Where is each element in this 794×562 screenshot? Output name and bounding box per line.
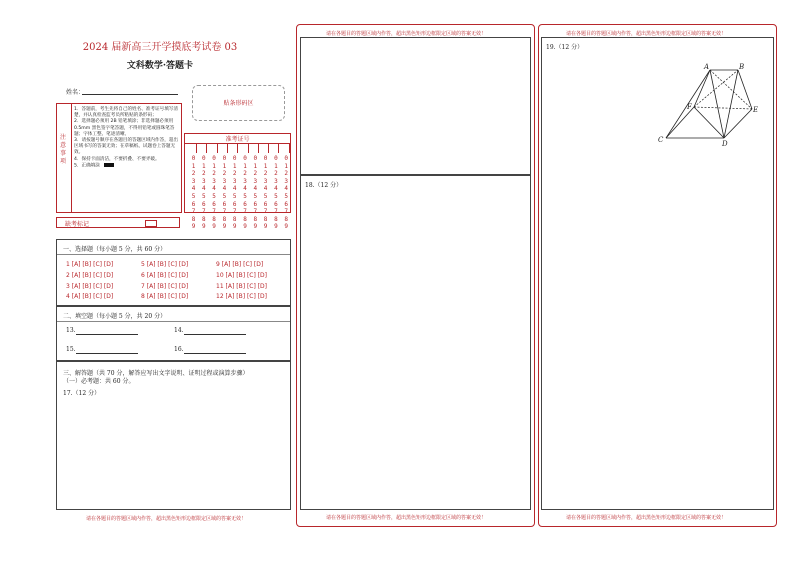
exam-number-digit-bubble[interactable]: 8: [191, 215, 196, 223]
exam-number-digit-bubble[interactable]: 6: [232, 200, 237, 208]
blank-q15-label: 15.: [66, 346, 76, 353]
exam-number-digit-bubble[interactable]: 5: [212, 192, 216, 200]
exam-number-digit-bubble[interactable]: 5: [191, 192, 196, 200]
exam-number-digit-bubble[interactable]: 2: [191, 170, 196, 178]
solution-section-title: 三、解答题（共 70 分，解答应写出文字说明、证明过程或演算步骤）: [63, 370, 249, 377]
note-item: 2．选择题必须用 2B 铅笔填涂；非选择题必须用 0.5mm 黑色签字笔答题，不得用铅笔或圆珠笔答题；字体工整、笔迹清晰。: [74, 119, 175, 137]
exam-number-digit-bubble[interactable]: 2: [243, 170, 247, 178]
question-19-label: 19.（12 分）: [546, 44, 584, 51]
exam-number-digit-column[interactable]: [261, 155, 270, 231]
exam-number-cell[interactable]: [269, 144, 279, 153]
exam-number-digit-bubble[interactable]: 0: [232, 155, 237, 162]
exam-number-digit-bubble[interactable]: 0: [274, 155, 278, 162]
notes-side-label: 注意事项: [60, 134, 67, 165]
exam-number-digit-bubble[interactable]: 2: [201, 170, 206, 178]
exam-number-box: [184, 133, 291, 231]
notes-box: [56, 103, 182, 213]
choice-row[interactable]: 1 [A] [B] [C] [D]: [66, 261, 114, 268]
exam-number-digit-bubble[interactable]: 1: [284, 162, 288, 170]
exam-number-digit-column[interactable]: [199, 155, 208, 231]
exam-number-digit-bubble[interactable]: 0: [253, 155, 258, 162]
exam-number-digit-bubble[interactable]: 1: [243, 162, 247, 170]
exam-number-cell[interactable]: [249, 144, 259, 153]
note-item: 1．答题前，考生先将自己的姓名、准考证号填写清楚，并认真检查监考员所粘贴的条形码；: [74, 107, 178, 119]
exam-number-cell[interactable]: [218, 144, 228, 153]
blank-q16-field[interactable]: [184, 353, 246, 354]
exam-number-cell[interactable]: [197, 144, 207, 153]
exam-number-digit-bubble[interactable]: 5: [232, 192, 237, 200]
exam-number-digit-bubble[interactable]: 1: [191, 162, 196, 170]
exam-number-digit-bubble[interactable]: 5: [274, 192, 278, 200]
vertex-label-e: E: [753, 106, 759, 114]
exam-number-digit-bubble[interactable]: 4: [212, 185, 216, 193]
choice-row[interactable]: 8 [A] [B] [C] [D]: [141, 293, 189, 300]
note-item: 5．正确填涂: [74, 163, 100, 169]
exam-number-digit-bubble[interactable]: 6: [243, 200, 247, 208]
exam-number-label: 准考证号: [185, 134, 290, 144]
boundary-warning: 请在各题目的答题区域内作答，超出黑色矩形边框限定区域的答案无效！: [326, 515, 487, 521]
exam-number-digit-bubble[interactable]: 5: [201, 192, 206, 200]
exam-number-digit-bubble[interactable]: 7: [274, 208, 278, 216]
choice-section-title: 一、选择题（每小题 5 分，共 60 分）: [63, 246, 167, 253]
blank-q14-field[interactable]: [184, 334, 246, 335]
exam-number-digit-bubble[interactable]: 0: [284, 155, 288, 162]
exam-number-digit-bubble[interactable]: 9: [284, 223, 288, 231]
exam-number-digit-bubble[interactable]: 2: [232, 170, 237, 178]
exam-number-digit-bubble[interactable]: 6: [201, 200, 206, 208]
exam-number-digit-bubble[interactable]: 9: [243, 223, 247, 231]
exam-number-digit-bubble[interactable]: 7: [253, 208, 258, 216]
choice-row[interactable]: 10 [A] [B] [C] [D]: [216, 272, 268, 279]
choice-row[interactable]: 11 [A] [B] [C] [D]: [216, 283, 268, 290]
exam-number-digit-bubble[interactable]: 3: [232, 177, 237, 185]
exam-number-digit-bubble[interactable]: 5: [243, 192, 247, 200]
exam-number-digit-bubble[interactable]: 9: [201, 223, 206, 231]
exam-number-digit-bubble[interactable]: 2: [253, 170, 258, 178]
fill-blank-section-title: 二、填空题（每小题 5 分，共 20 分）: [63, 313, 167, 320]
exam-number-digit-bubble[interactable]: 0: [263, 155, 268, 162]
exam-number-digit-bubble[interactable]: 8: [263, 215, 268, 223]
answer-area-q18[interactable]: [300, 175, 531, 510]
exam-number-digit-bubble[interactable]: 1: [222, 162, 227, 170]
exam-number-digit-column[interactable]: [230, 155, 239, 231]
exam-number-digit-bubble[interactable]: 2: [263, 170, 268, 178]
exam-number-digit-bubble[interactable]: 7: [232, 208, 237, 216]
exam-number-digit-bubble[interactable]: 9: [253, 223, 258, 231]
answer-area-q17-continued[interactable]: [300, 37, 531, 175]
choice-row[interactable]: 12 [A] [B] [C] [D]: [216, 293, 268, 300]
exam-number-digit-column[interactable]: [271, 155, 280, 231]
exam-number-digit-bubble[interactable]: 0: [243, 155, 247, 162]
exam-number-digit-bubble[interactable]: 7: [212, 208, 216, 216]
note-item: 3．请按题号顺序在各题目的答题区域内作答，超出区域书写的答案无效；在草稿纸、试题卷上答题无效。: [74, 138, 178, 156]
exam-number-cell[interactable]: [259, 144, 269, 153]
boundary-warning: 请在各题目的答题区域内作答，超出黑色矩形边框限定区域的答案无效！: [566, 515, 727, 521]
exam-number-digit-column[interactable]: [282, 155, 291, 231]
exam-number-digit-bubble[interactable]: 2: [284, 170, 288, 178]
blank-q13-field[interactable]: [76, 334, 138, 335]
choice-row[interactable]: 6 [A] [B] [C] [D]: [141, 272, 189, 279]
exam-number-cell[interactable]: [239, 144, 249, 153]
exam-number-digit-bubble[interactable]: 8: [284, 215, 288, 223]
choice-row[interactable]: 7 [A] [B] [C] [D]: [141, 283, 189, 290]
solution-section: [56, 361, 291, 510]
blank-q16-label: 16.: [174, 346, 184, 353]
exam-number-digit-bubble[interactable]: 2: [274, 170, 278, 178]
answer-sheet-subtitle: 文科数学·答题卡: [126, 61, 194, 71]
geometry-figure: [652, 62, 772, 152]
exam-number-digit-bubble[interactable]: 9: [274, 223, 278, 231]
exam-number-digit-bubble[interactable]: 9: [232, 223, 237, 231]
exam-number-digit-bubble[interactable]: 4: [253, 185, 258, 193]
choice-row[interactable]: 4 [A] [B] [C] [D]: [66, 293, 114, 300]
exam-number-cell[interactable]: [187, 144, 197, 153]
exam-number-digit-bubble[interactable]: 8: [201, 215, 206, 223]
exam-number-digit-bubble[interactable]: 3: [191, 177, 196, 185]
choice-row[interactable]: 3 [A] [B] [C] [D]: [66, 283, 114, 290]
absent-mark-label: 缺考标记: [65, 221, 90, 228]
blank-q14-label: 14.: [174, 327, 184, 334]
exam-number-digit-bubble[interactable]: 6: [284, 200, 288, 208]
vertex-label-c: C: [658, 136, 664, 144]
exam-number-grid[interactable]: [187, 144, 288, 154]
exam-number-digit-bubble[interactable]: 8: [212, 215, 216, 223]
exam-number-digit-bubble[interactable]: 6: [274, 200, 278, 208]
exam-number-digit-bubble[interactable]: 8: [253, 215, 258, 223]
vertex-label-f: F: [687, 103, 692, 111]
exam-number-digit-bubble[interactable]: 2: [222, 170, 227, 178]
exam-number-digit-bubble[interactable]: 0: [191, 155, 196, 162]
vertex-label-d: D: [722, 140, 728, 148]
exam-number-digit-bubble[interactable]: 4: [191, 185, 196, 193]
exam-number-digit-bubble[interactable]: 8: [222, 215, 227, 223]
boundary-warning: 请在各题目的答题区域内作答，超出黑色矩形边框限定区域的答案无效！: [86, 516, 247, 522]
exam-number-digit-bubble[interactable]: 0: [201, 155, 206, 162]
exam-number-digit-bubble[interactable]: 9: [212, 223, 216, 231]
exam-number-digit-bubble[interactable]: 9: [191, 223, 196, 231]
exam-number-digit-bubble[interactable]: 5: [263, 192, 268, 200]
name-label: 姓名：: [66, 89, 85, 96]
choice-row[interactable]: 5 [A] [B] [C] [D]: [141, 261, 189, 268]
exam-number-digit-bubble[interactable]: 4: [274, 185, 278, 193]
exam-number-digit-bubble[interactable]: 6: [263, 200, 268, 208]
vertex-label-a: A: [704, 63, 710, 71]
exam-number-digit-bubble[interactable]: 0: [222, 155, 227, 162]
exam-number-digit-bubble[interactable]: 5: [222, 192, 227, 200]
exam-number-digit-bubble[interactable]: 4: [232, 185, 237, 193]
exam-number-digit-bubble[interactable]: 8: [243, 215, 247, 223]
boundary-warning: 请在各题目的答题区域内作答，超出黑色矩形边框限定区域的答案无效！: [566, 31, 727, 37]
exam-number-digit-bubble[interactable]: 6: [253, 200, 258, 208]
exam-number-digit-column[interactable]: [241, 155, 250, 231]
choice-row[interactable]: 9 [A] [B] [C] [D]: [216, 261, 264, 268]
exam-number-digit-column[interactable]: [251, 155, 260, 231]
exam-number-digit-bubble[interactable]: 6: [212, 200, 216, 208]
exam-number-digit-bubble[interactable]: 7: [263, 208, 268, 216]
exam-number-digit-bubble[interactable]: 1: [232, 162, 237, 170]
blank-q13-label: 13.: [66, 327, 76, 334]
note-item: 4．保持卡面清洁，不要折叠、不要弄破。: [74, 156, 160, 162]
question-17-label: 17.（12 分）: [63, 390, 101, 397]
blank-q15-field[interactable]: [76, 353, 138, 354]
exam-number-digit-bubble[interactable]: 2: [212, 170, 216, 178]
exam-number-digit-bubble[interactable]: 4: [243, 185, 247, 193]
exam-number-digit-bubble[interactable]: 9: [263, 223, 268, 231]
exam-number-digit-bubble[interactable]: 4: [284, 185, 288, 193]
question-18-label: 18.（12 分）: [305, 182, 343, 189]
exam-number-digit-bubble[interactable]: 3: [284, 177, 288, 185]
exam-number-digit-bubble[interactable]: 7: [201, 208, 206, 216]
filled-bubble-example-icon: [104, 163, 114, 167]
name-field[interactable]: [82, 94, 178, 95]
exam-number-digit-bubble[interactable]: 7: [222, 208, 227, 216]
exam-number-digit-bubble[interactable]: 7: [191, 208, 196, 216]
exam-number-digit-column[interactable]: [220, 155, 229, 231]
exam-number-digit-bubble[interactable]: 4: [222, 185, 227, 193]
exam-number-digit-bubble[interactable]: 8: [274, 215, 278, 223]
exam-number-cell[interactable]: [228, 144, 238, 153]
exam-title: 2024 届新高三开学摸底考试卷 03: [82, 42, 238, 53]
exam-number-cell[interactable]: [208, 144, 218, 153]
exam-number-digit-bubble[interactable]: 9: [222, 223, 227, 231]
barcode-sticker-area: [192, 85, 285, 121]
exam-number-digit-bubble[interactable]: 6: [191, 200, 196, 208]
exam-number-digit-bubble[interactable]: 6: [222, 200, 227, 208]
exam-number-digit-bubble[interactable]: 3: [263, 177, 268, 185]
exam-number-digit-bubble[interactable]: 8: [232, 215, 237, 223]
vertex-label-b: B: [739, 63, 745, 71]
exam-number-digit-bubble[interactable]: 5: [253, 192, 258, 200]
exam-number-digit-bubble[interactable]: 1: [201, 162, 206, 170]
exam-number-digit-bubble[interactable]: 1: [263, 162, 268, 170]
solution-section-subtitle: （一）必考题：共 60 分。: [63, 378, 135, 385]
exam-number-digit-bubble[interactable]: 3: [201, 177, 206, 185]
exam-number-digit-bubble[interactable]: 4: [263, 185, 268, 193]
exam-number-digit-bubble[interactable]: 3: [222, 177, 227, 185]
exam-number-digit-bubble[interactable]: 1: [253, 162, 258, 170]
exam-number-digit-bubble[interactable]: 1: [212, 162, 216, 170]
absent-mark-checkbox[interactable]: [145, 220, 157, 227]
exam-number-digit-bubble[interactable]: 7: [243, 208, 247, 216]
choice-row[interactable]: 2 [A] [B] [C] [D]: [66, 272, 114, 279]
exam-number-digit-bubble[interactable]: 0: [212, 155, 216, 162]
absent-mark-row: [56, 217, 180, 228]
exam-number-cell[interactable]: [280, 144, 290, 153]
exam-number-digit-bubble[interactable]: 3: [253, 177, 258, 185]
exam-number-digit-column[interactable]: [189, 155, 198, 231]
exam-number-digit-bubble[interactable]: 5: [284, 192, 288, 200]
boundary-warning: 请在各题目的答题区域内作答，超出黑色矩形边框限定区域的答案无效！: [326, 31, 487, 37]
exam-number-digit-bubble[interactable]: 4: [201, 185, 206, 193]
exam-number-digit-bubble[interactable]: 3: [274, 177, 278, 185]
exam-number-digit-bubble[interactable]: 1: [274, 162, 278, 170]
exam-number-digit-column[interactable]: [210, 155, 219, 231]
exam-number-digit-bubble[interactable]: 7: [284, 208, 288, 216]
exam-number-digit-bubble[interactable]: 3: [212, 177, 216, 185]
answer-area-q17[interactable]: [57, 398, 290, 509]
barcode-sticker-label: 贴条形码区: [223, 100, 254, 107]
exam-number-digit-bubble[interactable]: 3: [243, 177, 247, 185]
